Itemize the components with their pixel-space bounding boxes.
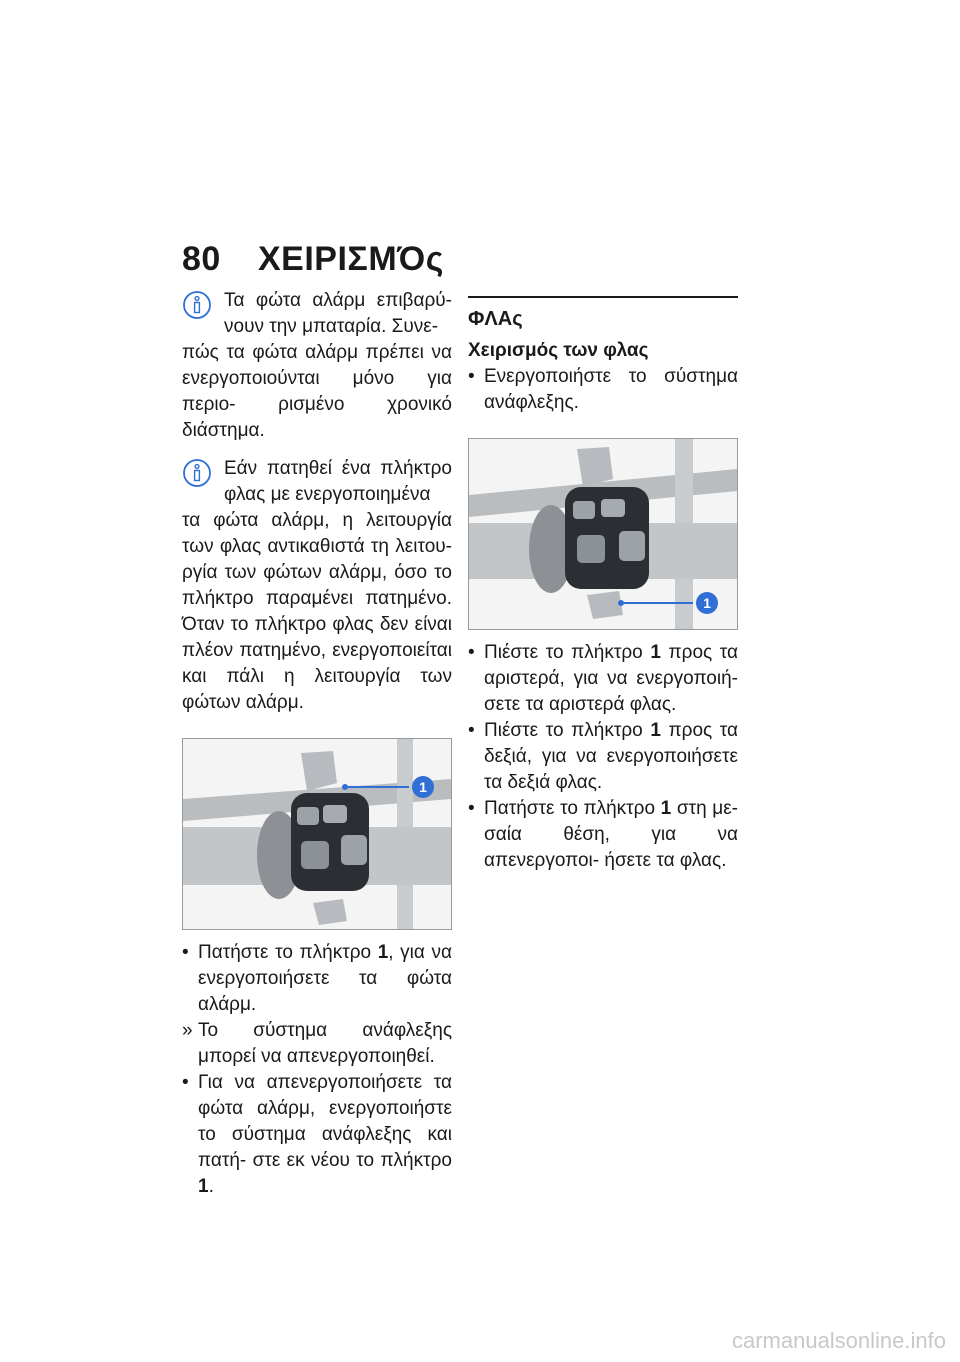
bullet-marker: • bbox=[182, 942, 189, 963]
result-marker: » bbox=[182, 1020, 193, 1041]
figure-callout-1: 1 bbox=[703, 595, 711, 611]
subheading: Χειρισμός των φλας bbox=[468, 340, 649, 361]
list-item bbox=[468, 796, 738, 874]
key-ref: 1 bbox=[650, 720, 661, 741]
list-item bbox=[182, 1018, 452, 1070]
step-text: στη με- σαία θέση, για να απενεργοποι- ήσετε τα φλας. bbox=[484, 798, 738, 871]
key-ref: 1 bbox=[650, 642, 661, 663]
page-header bbox=[182, 240, 444, 279]
left-column bbox=[182, 288, 452, 1200]
key-ref: 1 bbox=[198, 1176, 209, 1197]
list-item bbox=[182, 940, 452, 1018]
right-column bbox=[468, 288, 738, 874]
bullet-marker: • bbox=[468, 720, 475, 741]
note-text-first: Τα φώτα αλάρμ επιβαρύ- νουν την μπαταρία. Συνε- bbox=[224, 290, 452, 337]
turn-signal-steps-list bbox=[468, 640, 738, 874]
list-item bbox=[468, 640, 738, 718]
step-text: Ενεργοποιήστε το σύστημα ανάφλεξης. bbox=[484, 366, 738, 413]
info-icon bbox=[182, 458, 212, 488]
step-text: Πατήστε το πλήκτρο bbox=[198, 942, 378, 963]
handlebar-switch-illustration bbox=[469, 439, 737, 629]
key-ref: 1 bbox=[377, 942, 389, 963]
page-number: 80 bbox=[182, 240, 221, 278]
hazard-switch-figure bbox=[182, 738, 452, 930]
bullet-marker: • bbox=[468, 366, 475, 387]
intro-step-list bbox=[468, 364, 738, 416]
step-text: Πατήστε το πλήκτρο bbox=[484, 798, 661, 819]
bullet-marker: • bbox=[468, 798, 475, 819]
list-item bbox=[182, 1070, 452, 1200]
turn-signal-figure bbox=[468, 438, 738, 630]
note-text-rest: τα φώτα αλάρμ, η λειτουργία των φλας αντικαθιστά τη λειτου- ργία των φώτων αλάρμ, όσο το πλήκτρο παραμένει πατημένο. Όταν το πλήκτρο φλας δεν είναι πλέον πατημένο, ενεργοποιείται και πάλι η λειτουργία των φώτων αλάρμ. bbox=[182, 510, 452, 713]
note-text-rest: πώς τα φώτα αλάρμ πρέπει να ενεργοποιούνται μόνο για περιο- ρισμένο χρονικό διάστημα. bbox=[182, 342, 452, 441]
info-note-battery bbox=[182, 288, 452, 444]
step-text: Πιέστε το πλήκτρο bbox=[484, 720, 651, 741]
hazard-steps-list bbox=[182, 940, 452, 1200]
step-text: , για να ενεργοποιήσετε τα φώτα αλάρμ. bbox=[198, 942, 452, 1015]
note-text-first: Εάν πατηθεί ένα πλήκτρο φλας με ενεργοποιημένα bbox=[224, 458, 452, 505]
section-heading: ΦΛΑς bbox=[468, 308, 523, 330]
key-ref: 1 bbox=[660, 798, 672, 819]
handlebar-switch-illustration bbox=[183, 739, 451, 929]
figure-callout-1: 1 bbox=[419, 779, 427, 795]
watermark-footer[interactable]: carmanualsonline.info bbox=[731, 1328, 946, 1353]
section-title: ΧΕΙΡΙΣΜΌς bbox=[258, 240, 444, 278]
bullet-marker: • bbox=[468, 642, 475, 663]
bullet-marker: • bbox=[182, 1072, 189, 1093]
step-text: Για να απενεργοποιήσετε τα φώτα αλάρμ, ενεργοποιήστε το σύστημα ανάφλεξης και πατή- στε εκ νέου το πλήκτρο bbox=[198, 1072, 452, 1171]
list-item bbox=[468, 364, 738, 416]
info-note-indicator-priority bbox=[182, 456, 452, 716]
step-text: Το σύστημα ανάφλεξης μπορεί να απενεργοποιηθεί. bbox=[198, 1020, 452, 1067]
section-rule bbox=[468, 296, 738, 298]
list-item bbox=[468, 718, 738, 796]
step-text: προς τα δεξιά, για να ενεργοποιήσετε τα δεξιά φλας. bbox=[484, 720, 739, 793]
step-text: . bbox=[208, 1176, 214, 1197]
step-text: προς τα αριστερά, για να ενεργοποιή- σετε τα αριστερά φλας. bbox=[484, 642, 739, 715]
info-icon bbox=[182, 290, 212, 320]
step-text: Πιέστε το πλήκτρο bbox=[484, 642, 651, 663]
